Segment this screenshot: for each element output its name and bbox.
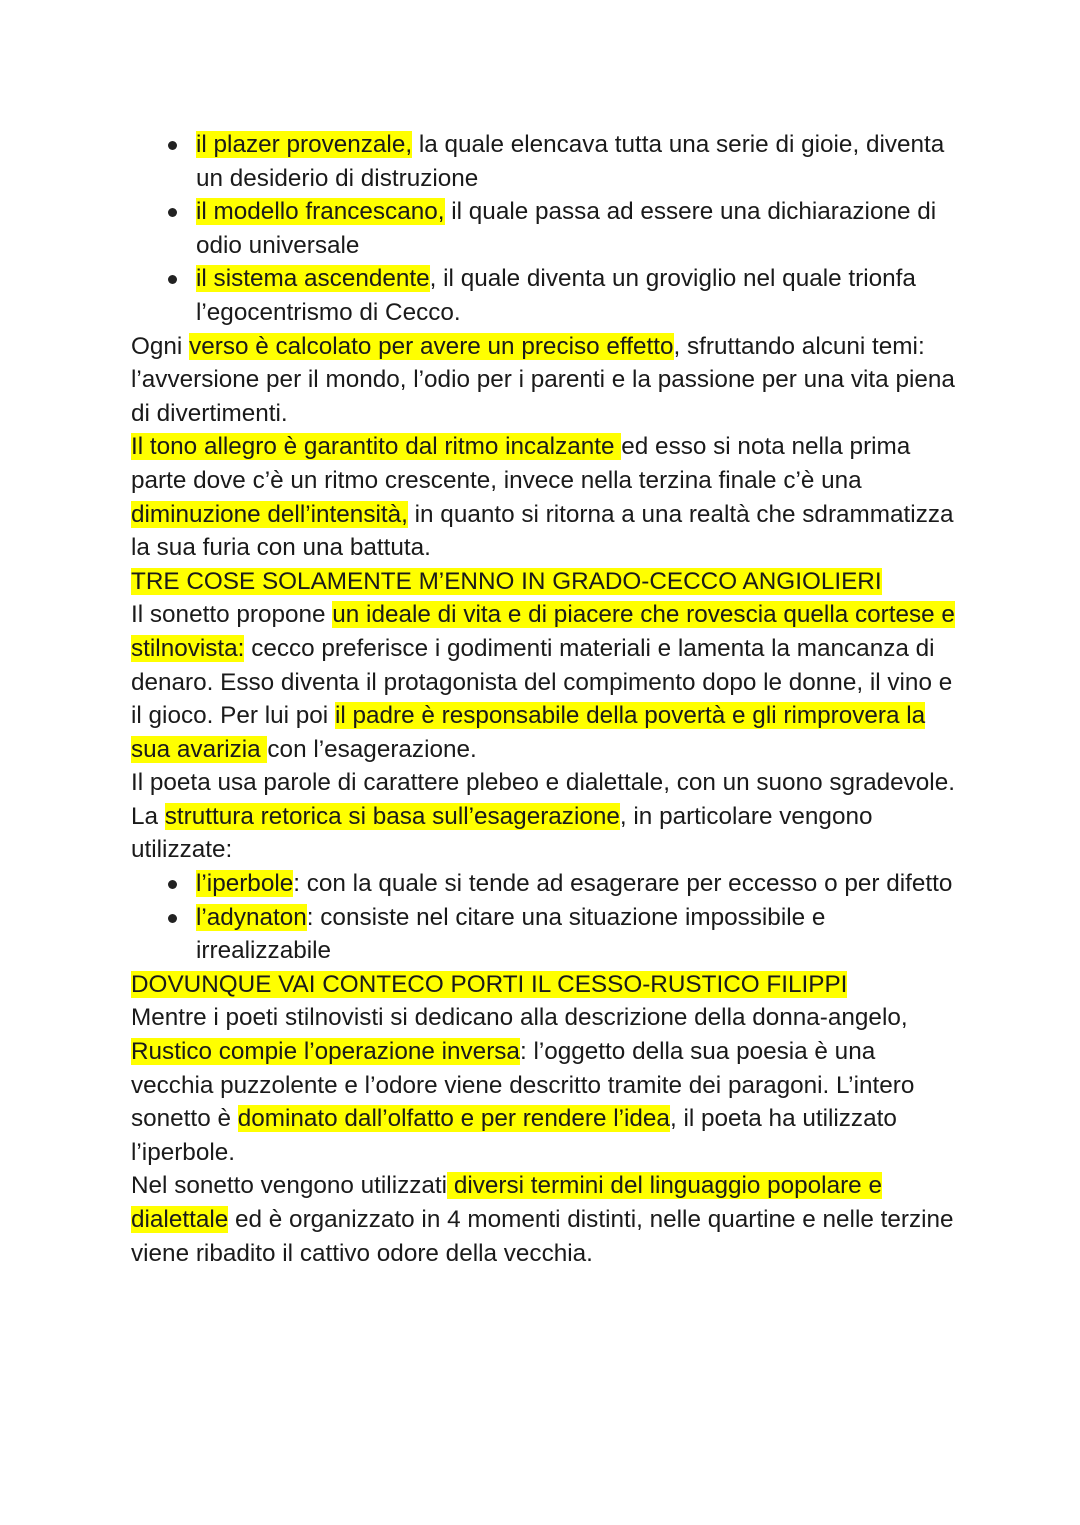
text-run: la quale elencava tutta una serie di gioie, diventa un desiderio di distruzione — [196, 131, 945, 192]
section-heading — [131, 968, 961, 1002]
bullet-item — [131, 195, 961, 262]
highlight: il padre è responsabile della povertà e gli rimprovera la sua avarizia — [131, 702, 926, 763]
paragraph — [131, 766, 961, 867]
text-run: con l’esagerazione. — [267, 735, 477, 763]
text-run: , in particolare vengono utilizzate: — [131, 802, 873, 864]
paragraph — [131, 598, 961, 766]
text-run: in quanto si ritorna a una realtà che sdrammatizza la sua furia con una battuta. — [131, 500, 954, 562]
highlight: l’adynaton — [196, 903, 307, 931]
highlight: diminuzione dell’intensità, — [131, 500, 408, 528]
bullet-dot-icon — [168, 880, 177, 889]
highlight: il plazer provenzale, — [196, 131, 413, 158]
text-run: Il sonetto propone — [131, 601, 333, 629]
bullet-dot-icon — [168, 208, 177, 217]
text-run: il quale passa ad essere una dichiarazione di odio universale — [196, 198, 937, 259]
text-run: Ogni — [131, 332, 190, 360]
bullet-dot-icon — [168, 275, 177, 284]
text-run: : con la quale si tende ad esagerare per eccesso o per difetto — [293, 870, 953, 898]
text-run: : consiste nel citare una situazione impossibile e irrealizzabile — [196, 903, 826, 965]
highlight: l’iperbole — [196, 870, 294, 898]
text-run: ed è organizzato in 4 momenti distinti, nelle quartine e nelle terzine viene ribadito il cattivo odore della vecchia. — [131, 1206, 954, 1267]
paragraph — [131, 1001, 961, 1169]
text-run: Mentre i poeti stilnovisti si dedicano alla descrizione della donna-angelo, — [131, 1004, 908, 1032]
bullet-item — [131, 128, 961, 195]
paragraph — [131, 430, 961, 564]
bullet-dot-icon — [168, 914, 177, 923]
paragraph — [131, 1169, 961, 1270]
highlight: dominato dall’olfatto e per rendere l’idea — [237, 1105, 670, 1133]
text-run: , il poeta ha utilizzato l’iperbole. — [131, 1105, 897, 1166]
highlight: il modello francescano, — [196, 198, 445, 226]
text-run: cecco preferisce i godimenti materiali e lamenta la mancanza di denaro. Esso diventa il protagonista del compimento dopo le donne, il vino e il gioco. Per lui poi — [131, 634, 953, 730]
document-body — [131, 128, 961, 1270]
highlight: il sistema ascendente — [196, 265, 430, 293]
highlight: un ideale di vita e di piacere che rovescia quella cortese e stilnovista: — [131, 601, 955, 662]
section-heading — [131, 565, 961, 599]
bullet-dot-icon — [168, 141, 177, 150]
highlight: Il tono allegro è garantito dal ritmo incalzante — [131, 433, 622, 461]
highlight: Rustico compie l’operazione inversa — [131, 1038, 520, 1066]
paragraph — [131, 330, 961, 431]
text-run: , sfruttando alcuni temi: l’avversione per il mondo, l’odio per i parenti e la passione per una vita piena di divertimenti. — [131, 332, 955, 427]
highlight: DOVUNQUE VAI CONTECO PORTI IL CESSO-RUSTICO FILIPPI — [131, 970, 848, 998]
text-run: : l’oggetto della sua poesia è una vecchia puzzolente e l’odore viene descritto tramite dei paragoni. L’intero sonetto è — [131, 1038, 915, 1133]
bullet-list — [131, 128, 961, 330]
highlight: verso è calcolato per avere un preciso effetto — [189, 332, 674, 360]
text-run: , il quale diventa un groviglio nel quale trionfa l’egocentrismo di Cecco. — [196, 265, 916, 326]
text-run: Il poeta usa parole di carattere plebeo e dialettale, con un suono sgradevole. La — [131, 769, 955, 830]
bullet-list — [131, 867, 961, 968]
highlight: struttura retorica si basa sull’esagerazione — [164, 802, 620, 830]
highlight: diversi termini del linguaggio popolare e dialettale — [131, 1172, 882, 1233]
highlight: TRE COSE SOLAMENTE M’ENNO IN GRADO-CECCO ANGIOLIERI — [131, 567, 882, 595]
text-run: ed esso si nota nella prima parte dove c’è un ritmo crescente, invece nella terzina finale c’è una — [131, 433, 911, 494]
text-run: Nel sonetto vengono utilizzati — [131, 1172, 448, 1200]
bullet-item — [131, 867, 961, 901]
bullet-item — [131, 262, 961, 329]
bullet-item — [131, 901, 961, 968]
